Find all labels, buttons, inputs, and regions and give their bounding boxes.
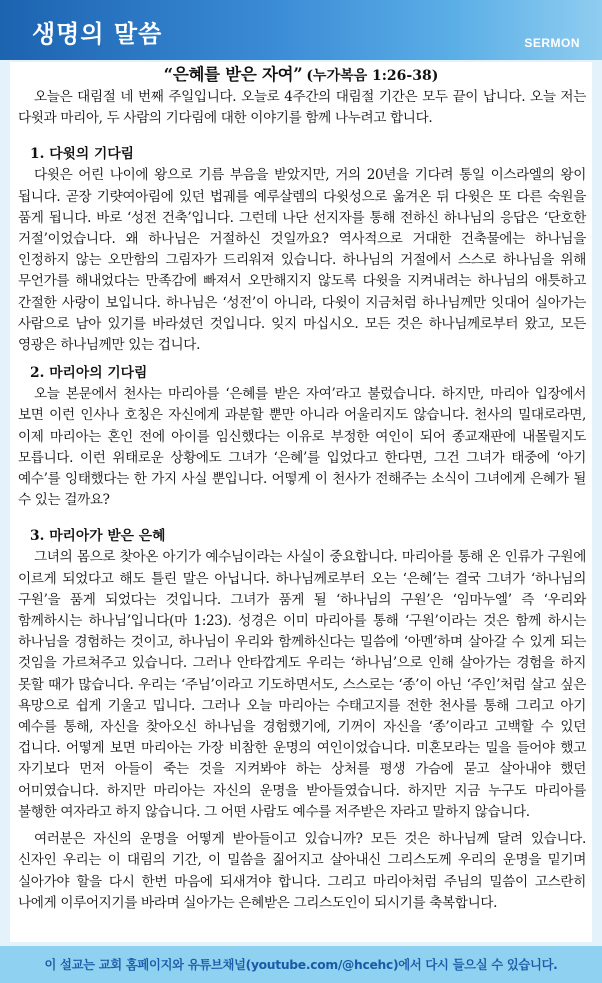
sermon-body xyxy=(10,87,592,914)
header-sermon-label: SERMON xyxy=(524,36,580,50)
header-title: 생명의 말씀 xyxy=(32,20,163,48)
section-2-paragraph: 오늘 본문에서 천사는 마리아를 ‘은혜를 받은 자여’라고 불렀습니다. 하지만, 마리아 입장에서 보면 이런 인사나 호칭은 자신에게 과분할 뿐만 아니라 어울리지도 않습니다. 천사의 밀대로라면, 이제 마리아는 혼인 전에 아이를 임신했다는 이유로 부정한 여인이 되어 종교재판에 내몰릴지도 모릅니다. 이런 위태로운 상황에도 그녀가 ‘은혜’를 입었다고 한다면, 그건 그녀가 태중에 ‘아기 예수’를 잉태했다는 한 가지 사실 뿐입니다. 어떻게 이 천사가 전해주는 소식이 그녀에게 은혜가 될 수 있는 걸까요? xyxy=(18,386,586,509)
section-1-paragraph: 다윗은 어린 나이에 왕으로 기름 부음을 받았지만, 거의 20년을 기다려 통일 이스라엘의 왕이 됩니다. 곧장 기럇여아림에 있던 법궤를 예루살렘의 다윗성으로 옮겨온 뒤 다윗은 또 다른 숙원을 품게 됩니다. 바로 ‘성전 건축’입니다. 그런데 나단 선지자를 통해 전하신 하나님의 응답은 ‘단호한 거절’이었습니다. 왜 하나님은 거절하신 것일까요? 역사적으로 거대한 건축물에는 하나님을 인정하지 않는 오만함의 그림자가 드리워져 있습니다. 하나님의 거절에서 스스로 하나님을 위해 무언가를 해내었다는 만족감에 빠져서 오만해지지 않도록 다윗을 지켜내려는 하나님의 애틋하고 간절한 사랑이 보입니다. 하나님은 ‘성전’이 아니라, 다윗이 지금처럼 하나님께만 잇대어 실아가는 사람으로 남아 있기를 바라셨던 것입니다. 잊지 마십시오. 모든 것은 하나님께로부터 왔고, 모든 영광은 하나님께만 있는 겁니다. xyxy=(18,167,586,354)
sermon-title-row xyxy=(10,64,592,87)
section-3-paragraph-1: 그녀의 몸으로 찾아온 아기가 예수님이라는 사실이 중요합니다. 마리아를 통해 온 인류가 구원에 이르게 되었다고 해도 틀린 말은 아닙니다. 하나님께로부터 오는 ‘은혜’는 결국 그녀가 ‘하나님의 구원’을 품게 되었다는 것입니다. 그녀가 품게 될 ‘하나님의 구원’은 ‘임마누엘’ 즉 ‘우리와 함께하시는 하나님’입니다(마 1:23). 성경은 이미 마리아를 통해 ‘구원’이라는 것은 함께 하시는 하나님을 경험하는 것이고, 하나님이 우리와 함께하신다는 밀씀에 ‘아멘’하며 살아갈 수 있게 되는 것임을 가르쳐주고 있습니다. 그러나 안타깝게도 우리는 ‘하나님’으로 인해 살아가는 경험을 하지 못할 때가 많습니다. 우리는 ‘주님’이라고 기도하면서도, 스스로는 ‘종’이 아닌 ‘주인’처럼 살고 싶은 욕망으로 쉽게 기울고 밉니다. 그러나 오늘 마리아는 수태고지를 전한 천사를 통해 그리고 아기 예수를 통해, 자신을 찾아오신 하나님을 경험했기에, 기꺼이 자신을 ‘종’이라고 고백할 수 있던 겁니다. 어떻게 보면 마리아는 가장 비참한 운명의 여인이었습니다. 미혼모라는 밀을 들어야 했고 자기보다 먼저 아들이 죽는 것을 지켜봐야 하는 상처를 평생 가슴에 묻고 살아내야 했던 어미였습니다. 하지만 마리아는 자신의 운명을 받아들였습니다. 하지만 지금 누구도 마리아를 불행한 여자라고 하지 않습니다. 그 어떤 사람도 예수를 저주받은 자라고 말하지 않습니다. xyxy=(18,549,586,820)
scripture-reference: (누가복음 1:26-38) xyxy=(306,68,439,84)
header-banner xyxy=(0,0,602,60)
footer-notice: 이 설교는 교회 홈페이지와 유튜브채널(youtube.com/@hcehc)에서 다시 들으실 수 있습니다. xyxy=(44,958,558,972)
section-3-paragraph-2: 여러분은 자신의 운명을 어떻게 받아들이고 있습니까? 모든 것은 하나님께 달려 있습니다. 신자인 우리는 이 대림의 기간, 이 밀씀을 짊어지고 살아내신 그리스도께 우리의 운명을 밑기며 실아가야 할을 다시 한번 마음에 되새겨야 합니다. 그리고 마리아처럼 주님의 밀씀이 고스란히 나에게 이루어지기를 바라며 실아가는 은혜받은 그리스도인이 되시기를 축복합니다. xyxy=(18,831,586,911)
section-1-heading: 1. 다윗의 기다림 xyxy=(30,146,134,163)
intro-paragraph: 오늘은 대림절 네 번째 주일입니다. 오늘로 4주간의 대림절 기간은 모두 끝이 납니다. 오늘 저는 다윗과 마리아, 두 사람의 기다림에 대한 이야기를 함께 나누려고 합니다. xyxy=(18,89,586,127)
sermon-title: “은혜를 받은 자여” xyxy=(163,65,303,84)
sermon-page xyxy=(10,62,592,942)
section-3-heading: 3. 마리아가 받은 은혜 xyxy=(30,528,166,545)
section-2-heading: 2. 마리아의 기다림 xyxy=(30,365,148,382)
footer-banner xyxy=(0,946,602,983)
